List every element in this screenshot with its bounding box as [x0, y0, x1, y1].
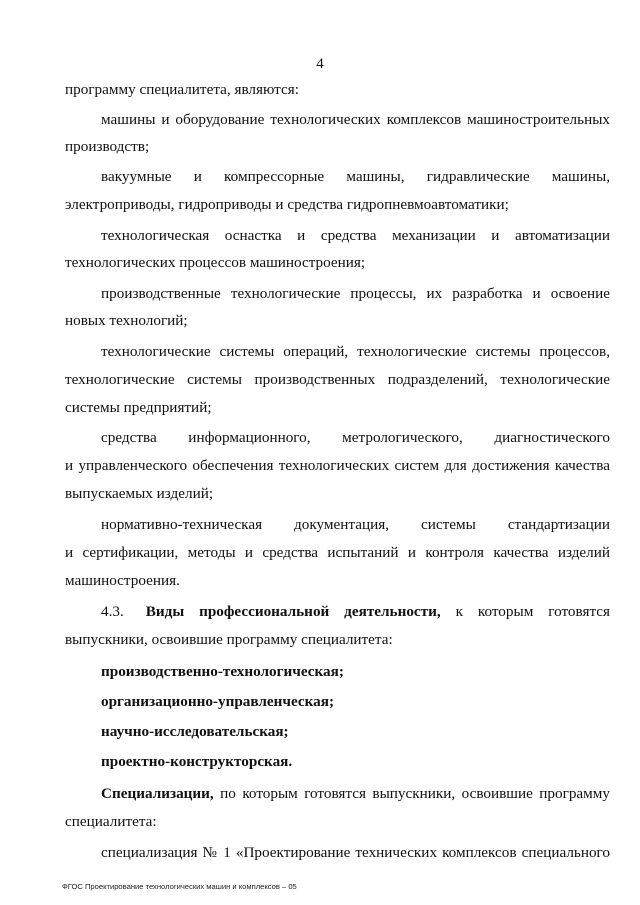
page-footer: ФГОС Проектирование технологических машин и комплексов – 05 — [62, 882, 297, 891]
text-line: новых технологий; — [65, 312, 188, 329]
activity-type-item: научно-исследовательская; — [101, 723, 289, 740]
text-line: нормативно-техническая документация, системы стандартизации — [101, 516, 610, 533]
specializations-title: Специализации, — [101, 785, 214, 802]
activity-type-item: проектно-конструкторская. — [101, 753, 293, 770]
text-line: средства информационного, метрологического, диагностического — [101, 429, 610, 446]
text-line: производств; — [65, 138, 150, 155]
text-line: вакуумные и компрессорные машины, гидравлические машины, — [101, 168, 610, 185]
text-line: технологическая оснастка и средства механизации и автоматизации — [101, 227, 610, 244]
text-line: специалитета: — [65, 813, 157, 830]
text-line: выпускники, освоившие программу специалитета: — [65, 631, 393, 648]
text-line: электроприводы, гидроприводы и средства гидропневмоавтоматики; — [65, 196, 509, 213]
page-number: 4 — [316, 56, 324, 72]
text-line: технологические системы операций, технологические системы процессов, — [101, 343, 610, 360]
specializations-rest: по которым готовятся выпускники, освоившие программу — [220, 785, 610, 802]
activity-type-item: организационно-управленческая; — [101, 693, 334, 710]
activity-type-item: производственно-технологическая; — [101, 663, 344, 680]
text-line: программу специалитета, являются: — [65, 81, 299, 98]
section-number: 4.3. — [101, 603, 124, 620]
specializations-heading — [101, 784, 610, 804]
text-line: и управленческого обеспечения технологических систем для достижения качества — [65, 457, 610, 474]
text-line: выпускаемых изделий; — [65, 485, 214, 502]
text-line: машины и оборудование технологических комплексов машиностроительных — [101, 111, 610, 128]
text-line: производственные технологические процессы, их разработка и освоение — [101, 285, 610, 302]
section-title: Виды профессиональной деятельности, — [145, 603, 441, 620]
text-line: системы предприятий; — [65, 399, 212, 416]
text-line: и сертификации, методы и средства испытаний и контроля качества изделий — [65, 544, 610, 561]
section-title-rest: к которым готовятся — [455, 603, 610, 620]
text-line: специализация № 1 «Проектирование технических комплексов специального — [101, 844, 610, 861]
section-heading — [101, 602, 610, 622]
text-line: технологические системы производственных подразделений, технологические — [65, 371, 610, 388]
text-line: технологических процессов машиностроения; — [65, 254, 366, 271]
text-line: машиностроения. — [65, 572, 180, 589]
